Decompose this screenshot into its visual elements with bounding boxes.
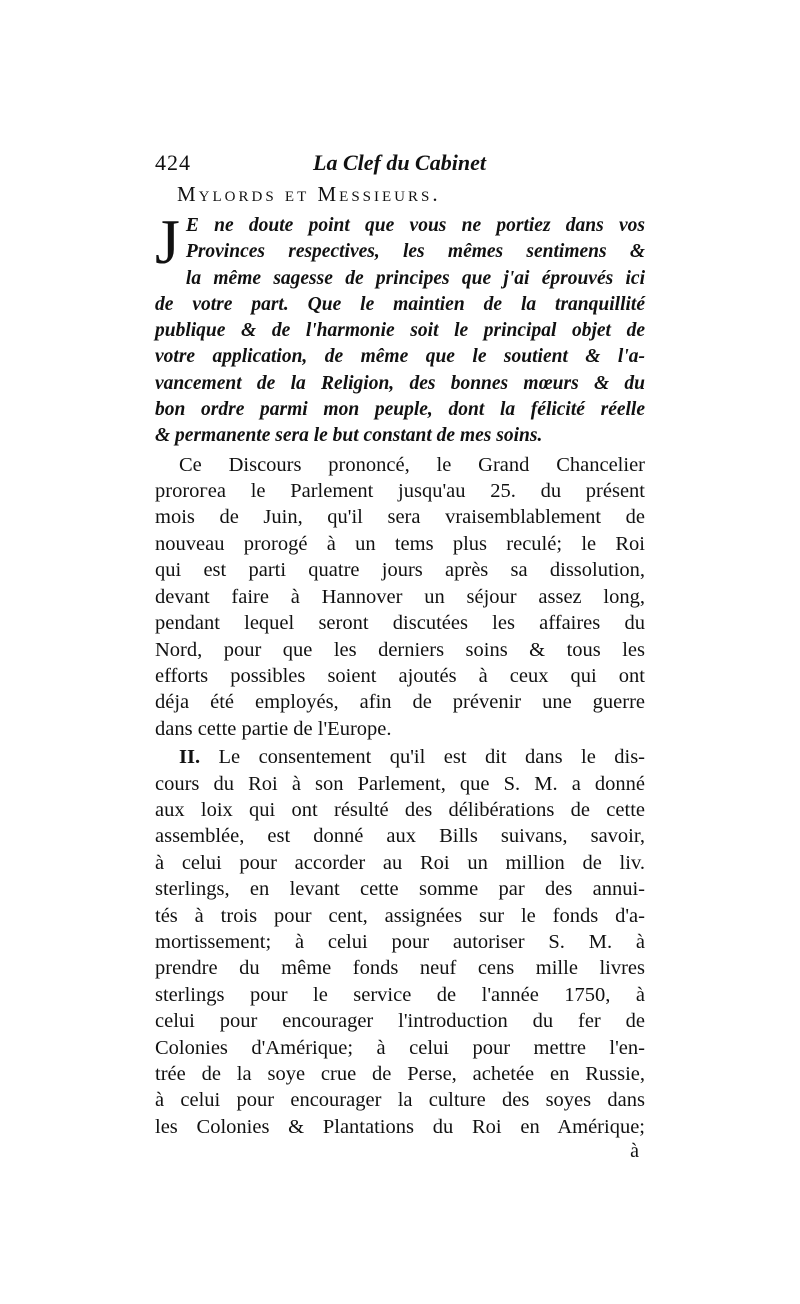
text-line: sterlings, en levant cette somme par des annui- bbox=[155, 878, 645, 901]
text-line: dans cette partie de l'Europe. bbox=[155, 717, 392, 740]
speech-line: vancement de la Religion, des bonnes mœurs & du bbox=[155, 372, 645, 394]
text-line: déja été employés, afin de prévenir une guerre bbox=[155, 691, 645, 714]
text-line: celui pour encourager l'introduction du fer de bbox=[155, 1010, 645, 1033]
text-line: à celui pour accorder au Roi un million de liv. bbox=[155, 851, 645, 874]
text-line: sterlings pour le service de l'année 1750, à bbox=[155, 983, 645, 1006]
text-line: aux loix qui ont résulté des délibérations de cette bbox=[155, 798, 645, 821]
text-line: pendant lequel seront discutées les affaires du bbox=[155, 612, 645, 635]
text-line: mois de Juin, qu'il sera vraisemblablement de bbox=[155, 506, 645, 529]
salutation: Mylords et Messieurs. bbox=[177, 182, 441, 206]
text-line: à celui pour encourager la culture des soyes dans bbox=[155, 1089, 645, 1112]
text-line: assemblée, est donné aux Bills suivans, savoir, bbox=[155, 825, 645, 848]
kings-speech bbox=[155, 206, 645, 450]
speech-line: la même sagesse de principes que j'ai éprouvés ici bbox=[185, 267, 645, 289]
speech-line: E ne doute point que vous ne portiez dans vos bbox=[185, 215, 645, 236]
text-line: Nord, pour que les derniers soins & tous les bbox=[155, 638, 645, 661]
paragraph-discours bbox=[155, 452, 645, 742]
text-line: devant faire à Hannover un séjour assez long, bbox=[155, 585, 645, 608]
catchword: à bbox=[630, 1140, 639, 1163]
text-line: proroгea le Parlement jusqu'au 25. du présent bbox=[155, 480, 645, 503]
speech-line: de votre part. Que le maintien de la tranquillité bbox=[155, 293, 645, 315]
text-line: mortissement; à celui pour autoriser S. M. à bbox=[155, 930, 645, 953]
text-line: prendre du même fonds neuf cens mille livres bbox=[155, 957, 645, 980]
text-line: trée de la soye crue de Perse, achetée en Russie, bbox=[155, 1063, 645, 1086]
text-line: tés à trois pour cent, assignées sur le fonds d'a- bbox=[155, 904, 645, 927]
speech-line: publique & de l'harmonie soit le principal objet de bbox=[155, 320, 645, 342]
book-page bbox=[155, 150, 645, 1163]
text-line-content: Le consentement qu'il est dit dans le dis- bbox=[218, 746, 646, 769]
speech-line: votre application, de même que le soutient & l'a- bbox=[155, 346, 645, 368]
drop-cap: J bbox=[155, 206, 180, 277]
text-line: cours du Roi à son Parlement, que S. M. a donné bbox=[155, 772, 645, 795]
text-line: Colonies d'Amérique; à celui pour mettre l'en- bbox=[155, 1036, 645, 1059]
text-line: efforts possibles soient ajoutés à ceux qui ont bbox=[155, 664, 645, 687]
running-title: La Clef du Cabinet bbox=[313, 150, 486, 175]
text-line: Ce Discours prononcé, le Grand Chancelier bbox=[179, 453, 645, 476]
paragraph-section-ii bbox=[155, 744, 645, 1140]
speech-line: Provinces respectives, les mêmes sentimens & bbox=[185, 241, 645, 263]
page-header bbox=[155, 150, 645, 180]
text-line: qui est parti quatre jours après sa dissolution, bbox=[155, 559, 645, 582]
text-line: nouveau prorogé à un tems plus reculé; le Roi bbox=[155, 532, 645, 555]
speech-line: bon ordre parmi mon peuple, dont la félicité réelle bbox=[155, 399, 645, 421]
section-number: II. bbox=[179, 746, 201, 769]
text-line: les Colonies & Plantations du Roi en Amérique; bbox=[155, 1115, 645, 1138]
text-line bbox=[155, 744, 645, 770]
speech-line: & permanente sera le but constant de mes soins. bbox=[155, 425, 543, 447]
page-number: 424 bbox=[155, 150, 191, 175]
